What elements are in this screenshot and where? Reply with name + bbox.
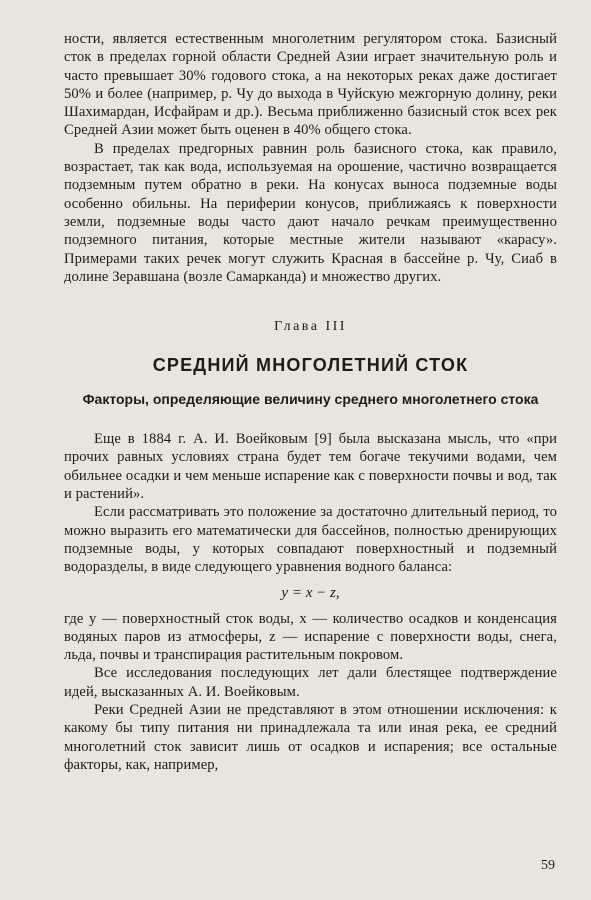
paragraph-basis-flow: ности, является естественным многолетним регулятором стока. Базисный сток в пределах горной области Средней Азии играет значительную роль и часто превышает 30% годового стока, а на некоторых реках даже достигает 50% и более (например, р. Чу до выхода в Чуйскую межгорную долину, реки Шахимардан, Исфайрам и др.). Весьма приближенно базисный сток всех рек Средней Азии может быть оценен в 40% общего стока. — [64, 31, 557, 139]
paragraph-voeikov-quote: Еще в 1884 г. А. И. Воейковым [9] была высказана мысль, что «при прочих равных условиях страна будет тем богаче текучими водами, чем обильнее осадки и чем меньше испарение как с поверхности почвы и вод, так и растений». — [64, 431, 557, 503]
paragraph-foothill-plains: В пределах предгорных равнин роль базисного стока, как правило, возрастает, так как вода, используемая на орошение, частично возвращается подземным путем обратно в реки. На конусах выноса подземные воды особенно обильны. На периферии конусов, приближаясь к поверхности земли, подземные воды часто дают начало речкам преимущественно подземного питания, которые местные жители называют «карасу». Примерами таких речек могут служить Красная в бассейне р. Чу, Сиаб в долине Зеравшана (возле Самарканда) и множество других. — [64, 140, 557, 285]
section-body — [64, 430, 557, 774]
paragraph-formula-legend: где y — поверхностный сток воды, x — количество осадков и конденсация водяных паров из атмосферы, z — испарение с поверхности воды, снега, льда, почвы и транспирация растительным покровом. — [64, 610, 557, 664]
paragraph-confirmation: Все исследования последующих лет дали блестящее подтверждение идей, высказанных А. И. Воейковым. — [64, 665, 557, 700]
chapter-title: СРЕДНИЙ МНОГОЛЕТНИЙ СТОК — [152, 355, 469, 376]
chapter-label: Глава III — [274, 319, 347, 335]
paragraph-central-asia-rivers: Реки Средней Азии не представляют в этом отношении исключения: к какому бы типу питания ни принадлежала та или иная река, ее средний многолетний сток зависит лишь от осадков и испарения; все остальные факторы, как, например, — [64, 702, 557, 773]
section-title: Факторы, определяющие величину среднего многолетнего стока — [82, 391, 539, 408]
paragraph-water-balance: Если рассматривать это положение за достаточно длительный период, то можно выразить его математически для бассейнов, полностью дренирующих подземные воды, у которых совпадают поверхностный и подземный водоразделы, в виде следующего уравнения водного баланса: — [64, 504, 557, 576]
page-number: 59 — [541, 858, 555, 873]
water-balance-formula: y = x − z, — [281, 584, 340, 601]
